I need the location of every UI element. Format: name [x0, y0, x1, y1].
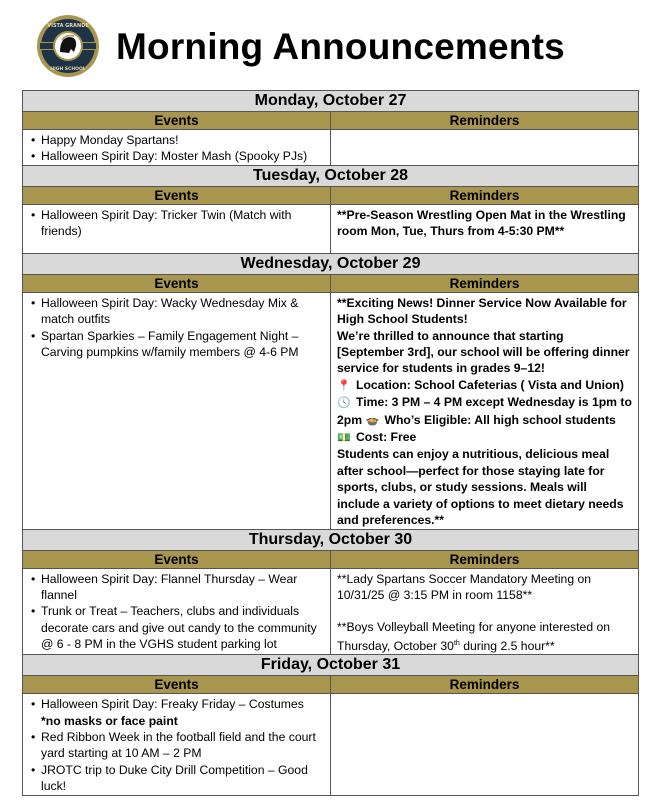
events-list [29, 696, 324, 794]
events-cell [23, 130, 331, 166]
day-heading: Wednesday, October 29 [23, 253, 639, 274]
reminders-header: Reminders [331, 676, 639, 694]
events-list [29, 132, 324, 165]
day-row-wednesday [23, 253, 639, 274]
events-cell [23, 568, 331, 655]
event-item [41, 207, 324, 240]
svg-text:HIGH SCHOOL: HIGH SCHOOL [50, 67, 86, 72]
reminders-cell [331, 130, 639, 166]
page-title: Morning Announcements [116, 26, 565, 67]
reminder-text [337, 429, 632, 446]
events-list [29, 295, 324, 361]
events-list [29, 207, 324, 240]
event-text: Trunk or Treat – Teachers, clubs and individuals decorate cars and give out candy to the community @ 6 - 8 PM in the VGHS student parking lot [41, 604, 317, 652]
events-header: Events [23, 550, 331, 568]
reminders-cell [331, 204, 639, 253]
reminders-cell [331, 694, 639, 795]
reminder-line: during 2.5 hour** [459, 638, 555, 653]
reminders-header: Reminders [331, 186, 639, 204]
events-cell [23, 292, 331, 529]
reminder-text [337, 446, 632, 528]
reminders-cell [331, 568, 639, 655]
announcements-table [22, 90, 639, 796]
event-note: *no masks or face paint [41, 713, 178, 728]
reminders-header: Reminders [331, 274, 639, 292]
superscript: th [453, 639, 460, 647]
event-text: Halloween Spirit Day: Flannel Thursday – Wear flannel [41, 571, 298, 602]
reminder-text [337, 295, 632, 328]
event-item [41, 132, 324, 148]
location-pin-icon: 📍 [337, 379, 351, 392]
event-item [41, 571, 324, 604]
reminder-line: Cost: Free [356, 430, 417, 445]
event-text: Halloween Spirit Day: Wacky Wednesday Mix & match outfits [41, 295, 299, 327]
event-text: Happy Monday Spartans! [41, 133, 179, 147]
day-heading: Thursday, October 30 [23, 529, 639, 550]
school-logo [36, 14, 100, 78]
reminder-line: **Pre-Season Wrestling Open Mat in the Wrestling room Mon, Tue, Thurs from 4-5:30 PM** [337, 207, 626, 239]
event-text: Spartan Sparkies – Family Engagement Night – Carving pumpkins w/family members @ 4-6 PM [41, 328, 299, 360]
day-heading: Friday, October 31 [23, 655, 639, 676]
event-item [41, 295, 324, 328]
day-row-friday [23, 655, 639, 676]
event-item [41, 603, 324, 652]
reminder-line: Location: School Cafeterias ( Vista and Union) [356, 377, 624, 392]
svg-text:VISTA GRANDE: VISTA GRANDE [47, 23, 89, 29]
events-header: Events [23, 274, 331, 292]
reminder-text [337, 619, 632, 654]
events-header: Events [23, 112, 331, 130]
event-text: JROTC trip to Duke City Drill Competition – Good luck! [41, 762, 308, 794]
reminder-line: **Boys Volleyball Meeting for anyone interested on Thursday, October 30 [337, 620, 611, 653]
event-text: Halloween Spirit Day: Tricker Twin (Match with friends) [41, 207, 292, 239]
reminder-line: Time: 3 PM – 4 PM except Wednesday is 1pm to 2pm [337, 395, 632, 427]
event-text: Halloween Spirit Day: Freaky Friday – Costumes [41, 697, 304, 712]
food-bowl-icon: 🍲 [365, 414, 380, 427]
reminder-text [337, 328, 632, 377]
day-row-monday [23, 91, 639, 112]
event-text: Halloween Spirit Day: Moster Mash (Spooky PJs) [41, 149, 308, 164]
events-header: Events [23, 676, 331, 694]
clock-icon: 🕓 [337, 397, 351, 410]
reminder-text [337, 571, 632, 604]
reminder-text [337, 377, 632, 394]
reminder-text [337, 394, 632, 429]
event-item [41, 148, 324, 164]
event-item [41, 729, 324, 762]
reminder-line: We’re thrilled to announce that starting [September 3rd], our school will be offering dinner service for students in grades 9–12! [337, 328, 630, 376]
day-heading: Tuesday, October 28 [23, 165, 639, 186]
event-item [41, 328, 324, 361]
events-header: Events [23, 186, 331, 204]
money-icon: 💵 [337, 432, 351, 445]
day-row-tuesday [23, 165, 639, 186]
reminder-line: Students can enjoy a nutritious, delicious meal after school—perfect for those staying late for sports, clubs, or study sessions. Meals will include a variety of options to meet dietary needs and preferences.** [337, 447, 624, 528]
event-text: Red Ribbon Week in the football field and the court yard starting at 10 AM – 2 PM [41, 730, 316, 761]
events-cell [23, 204, 331, 253]
events-cell [23, 694, 331, 795]
reminder-line: **Lady Spartans Soccer Mandatory Meeting on 10/31/25 @ 3:15 PM in room 1158** [337, 571, 592, 602]
event-item [41, 762, 324, 795]
reminders-cell [331, 292, 639, 529]
event-item [41, 696, 324, 729]
reminder-line: **Exciting News! Dinner Service Now Available for High School Students! [337, 295, 627, 327]
day-heading: Monday, October 27 [23, 91, 639, 112]
reminders-header: Reminders [331, 112, 639, 130]
events-list [29, 571, 324, 653]
day-row-thursday [23, 529, 639, 550]
reminder-text [337, 207, 632, 240]
reminder-line: Who’s Eligible: All high school students [384, 412, 616, 427]
reminders-header: Reminders [331, 550, 639, 568]
